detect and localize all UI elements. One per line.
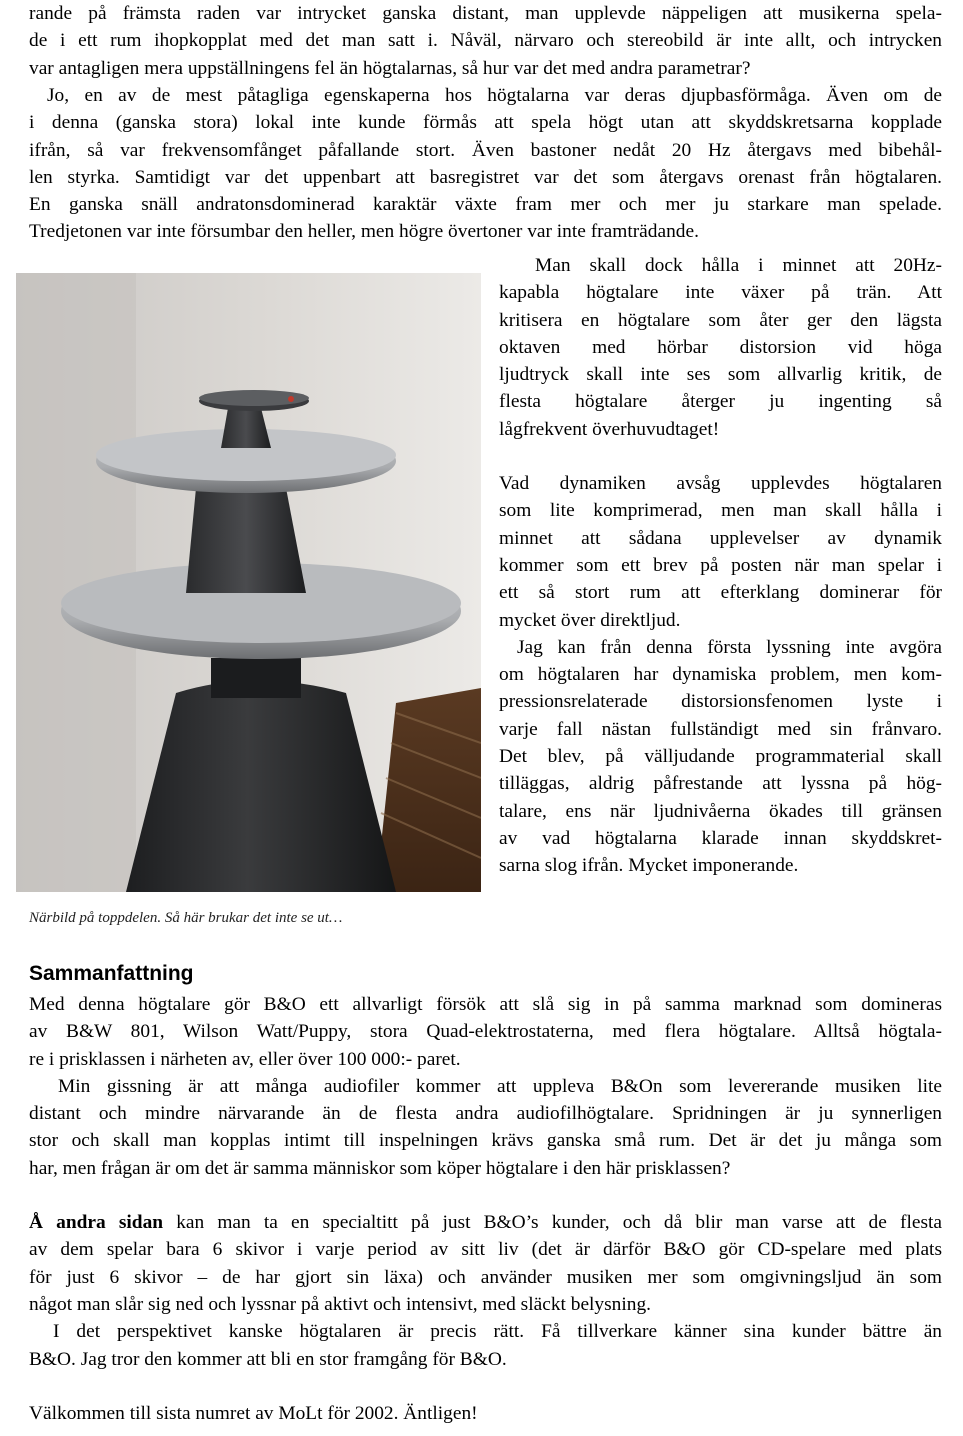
- text-line: ljudtryck skall inte ses som allvarlig kritik, de: [499, 364, 942, 386]
- text-line: Min gissning är att många audiofiler kommer att uppleva B&On som levererande musiken lite: [58, 1075, 942, 1097]
- closing-line: Välkommen till sista numret av MoLt för 2002. Äntligen!: [29, 1402, 478, 1424]
- text-line: Med denna högtalare gör B&O ett allvarligt försök att slå sig in på samma marknad som domineras: [29, 994, 942, 1015]
- text-line: Jag kan från denna första lyssning inte avgöra: [517, 636, 942, 658]
- text-line: Man skall dock hålla i minnet att 20Hz-: [535, 255, 942, 276]
- text-line: stor och skall man kopplas intimt till inspelningen krävs ganska små rum. Det är det ju många som: [29, 1130, 942, 1152]
- text-line: En ganska snäll andratonsdominerad karaktär växte fram mer och mer ju starkare man spelade.: [29, 194, 942, 216]
- summary-paragraph-2: [29, 1073, 942, 1182]
- intro-paragraph: [29, 0, 942, 82]
- twenty-hz-paragraph: [499, 252, 942, 443]
- text-line: mycket över direktljud.: [499, 609, 681, 631]
- text-line: distant och mindre närvarande än de flesta andra audiofilhögtalare. Spridningen är ju synnerligen: [29, 1103, 942, 1125]
- text-line: rande på främsta raden var intrycket ganska distant, man upplevde näppeligen att musikerna spela-: [29, 3, 942, 24]
- text-line: av vad högtalarna klarade innan skyddskret-: [499, 827, 942, 849]
- text-line: Tredjetonen var inte försumbar den heller, men högre övertoner var inte framträdande.: [29, 221, 699, 243]
- photo-caption: Närbild på toppdelen. Så här brukar det inte se ut…: [29, 910, 343, 926]
- text-line: för just 6 skivor – de har gjort sin läxa) och använder musiken mer som omgivningsljud än som: [29, 1266, 942, 1288]
- text-line: som lite komprimerad, men man skall hålla i: [499, 500, 942, 522]
- summary-paragraph-3: [29, 1209, 942, 1318]
- right-column: [499, 252, 942, 880]
- text-line: oktaven med hörbar distorsion vid höga: [499, 336, 942, 358]
- dynamics-paragraph: [499, 470, 942, 634]
- bass-paragraph: [29, 82, 942, 246]
- speaker-photo: [16, 273, 481, 892]
- lead-phrase: Å andra sidan: [29, 1212, 164, 1234]
- summary-paragraph-4: [29, 1318, 942, 1373]
- text-line: talare, ens när ljudnivåerna ökades till gränsen: [499, 800, 942, 822]
- text-line: sarna slog ifrån. Mycket imponerande.: [499, 855, 799, 877]
- speaker-illustration: [16, 273, 481, 892]
- text-line: ett så stort rum att efterklang dominerar för: [499, 582, 942, 604]
- text-fragment: kan man ta en specialtitt på just B&O’s kunder, och då blir man varse att de flesta: [163, 1212, 942, 1234]
- text-line: re i prisklassen i närheten av, eller över 100 000:- paret.: [29, 1048, 461, 1070]
- text-line: kritisera en högtalare som åter ger den lägsta: [499, 309, 942, 331]
- text-line: Det blev, på välljudande programmaterial skall: [499, 746, 942, 768]
- text-line: i denna (ganska stora) lokal inte kunde förmås att spela högt utan att skyddskretsarna kopplade: [29, 112, 942, 134]
- text-line: I det perspektivet kanske högtalaren är precis rätt. Få tillverkare känner sina kunder bättre än: [53, 1321, 942, 1343]
- text-line: av B&W 801, Wilson Watt/Puppy, stora Quad-elektrostaterna, med flera högtalare. Alltså högtala-: [29, 1021, 942, 1043]
- text-line: varje fall nästan fullständigt med sin frånvaro.: [499, 718, 942, 740]
- section-heading: Sammanfattning: [29, 962, 194, 985]
- text-line: B&O. Jag tror den kommer att bli en stor framgång för B&O.: [29, 1348, 507, 1370]
- text-line: har, men frågan är om det är samma människor som köper högtalare i den här prisklassen?: [29, 1157, 731, 1179]
- summary-paragraph-1: [29, 991, 942, 1073]
- text-line: de i ett rum ihopkopplat med det man satt i. Nåväl, närvaro och stereobild är inte allt, och intrycken: [29, 30, 942, 52]
- text-line: len styrka. Samtidigt var det uppenbart att basregistret var det som återgavs orenast från högtalaren.: [29, 166, 942, 188]
- text-line: lågfrekvent överhuvudtaget!: [499, 418, 720, 440]
- text-line: ifrån, så var frekvensomfånget påfallande stort. Även bastoner nedåt 20 Hz återgavs med bibehål-: [29, 139, 942, 161]
- text-line: av dem spelar bara 6 skivor i varje period av sitt liv (det är därför B&O gör CD-spelare med plats: [29, 1239, 942, 1261]
- text-line: flesta högtalare återger ju ingenting så: [499, 391, 942, 413]
- text-line: kapabla högtalare inte växer på trän. Att: [499, 282, 942, 304]
- summary-section: [29, 991, 942, 1427]
- text-line: tilläggas, aldrig påfrestande att lyssna på hög-: [499, 773, 942, 795]
- text-line: pressionsrelaterade distorsionsfenomen lyste i: [499, 691, 942, 713]
- text-line: var antagligen mera uppställningens fel än högtalarnas, så hur var det med andra parametrar?: [29, 57, 751, 79]
- compression-paragraph: [499, 634, 942, 880]
- text-line: Jo, en av de mest påtagliga egenskaperna hos högtalarna var deras djupbasförmåga. Även om de: [47, 85, 942, 106]
- text-line: kommer som ett brev på posten när man spelar i: [499, 554, 942, 576]
- text-line: något man slår sig ned och lyssnar på aktivt och intensivt, med släckt belysning.: [29, 1293, 651, 1315]
- text-line: om högtalaren har dynamiska problem, men kom-: [499, 664, 942, 686]
- text-line: Vad dynamiken avsåg upplevdes högtalaren: [499, 473, 942, 495]
- text-line: minnet att sådana upplevelser av dynamik: [499, 527, 942, 549]
- text-line: [29, 1209, 942, 1236]
